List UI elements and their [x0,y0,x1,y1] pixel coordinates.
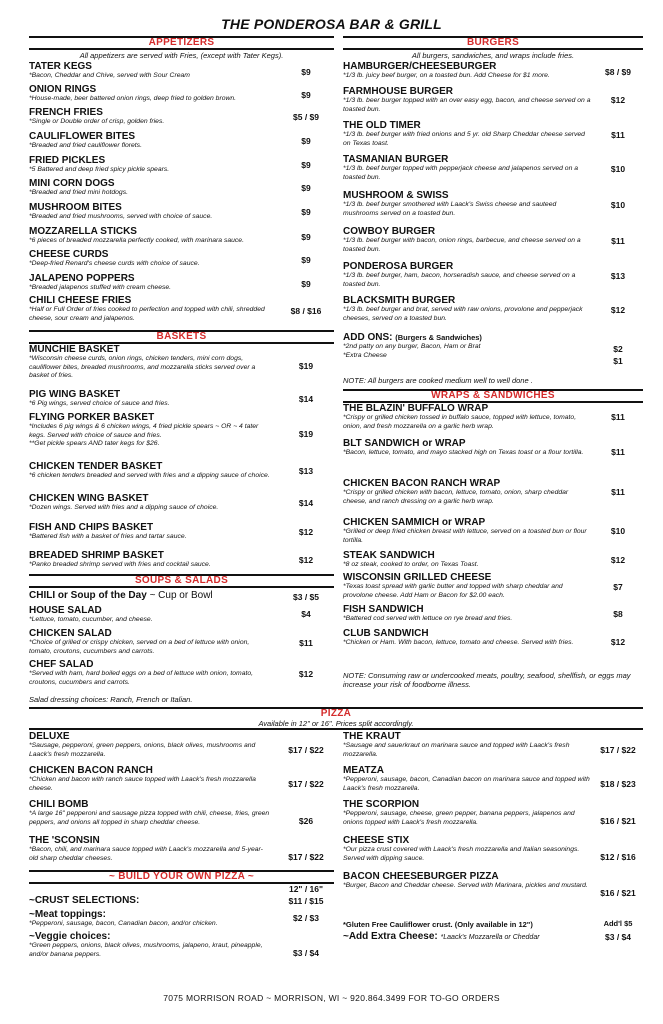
extra-cheese-desc: *Laack's Mozzarella or Cheddar [440,934,540,941]
menu-item [29,202,271,222]
pizza-heading: PIZZA [320,708,352,719]
menu-item [29,389,271,409]
item-name: CAULIFLOWER BITES [29,131,136,142]
gluten-free-price: Add'l $5 [603,919,633,928]
item-name: CHILI CHEESE FRIES [29,295,132,306]
menu-item [29,461,271,481]
chili-price: $3 / $5 [293,592,319,602]
item-description: *Bacon, lettuce, tomato, and mayo stacked high on Texas toast or a flour tortilla. [343,449,584,456]
item-price: $13 [298,466,314,476]
item-name: THE 'SCONSIN [29,835,100,846]
menu-item [29,84,271,104]
menu-item [29,344,271,381]
item-description: *Choice of grilled or crispy chicken, served on a bed of lettuce with onion, tomato, croutons, cucumbers and carrots. [29,639,250,655]
item-description: *Grilled or deep fried chicken breast with lettuce, served on a toasted bun or flour tortilla. [343,528,587,544]
item-name: MOZZARELLA STICKS [29,226,137,237]
divider [29,48,334,50]
item-price: $8 [613,609,623,619]
menu-item [343,572,593,600]
item-name: DELUXE [29,731,70,742]
item-name: FRIED PICKLES [29,155,106,166]
addons-price2: $1 [613,356,623,366]
menu-item [343,478,593,506]
item-price: $12 [610,555,626,565]
item-name: CHICKEN SALAD [29,628,112,639]
item-name: CHILI BOMB [29,799,89,810]
item-price: $9 [301,183,311,193]
menu-item [29,835,271,863]
item-price: $9 [301,279,311,289]
menu-item [29,522,271,542]
menu-item [29,107,271,127]
divider [29,586,334,588]
item-name: BLACKSMITH BURGER [343,295,456,306]
item-name: COWBOY BURGER [343,226,436,237]
item-price: $7 [613,582,623,592]
item-name: FISH SANDWICH [343,604,424,615]
burgers-note: All burgers, sandwiches, and wraps include fries. [411,51,575,60]
item-name: THE BLAZIN' BUFFALO WRAP [343,403,489,414]
item-description: *1/3 lb. beef burger smothered with Laack's Swiss cheese and sauteed mushrooms served on a toasted bun. [343,201,557,217]
item-name: THE KRAUT [343,731,401,742]
item-name: CHEF SALAD [29,659,94,670]
pizza-note: Available in 12" or 16". Prices split accordingly. [258,719,414,728]
baskets-heading: BASKETS [156,331,207,342]
item-name: CHICKEN BACON RANCH WRAP [343,478,501,489]
item-description: *Half or Full Order of fries cooked to perfection and topped with chili, shredded cheese, sour cream and jalapenos. [29,306,265,322]
addons-name: ADD ONS: [343,332,393,343]
menu-item [29,659,271,687]
item-price: $12 [298,669,314,679]
item-name: STEAK SANDWICH [343,550,435,561]
item-price: $12 [298,555,314,565]
item-name: HAMBURGER/CHEESEBURGER [343,61,497,72]
item-price: $14 [298,498,314,508]
item-price: $16 / $21 [600,888,636,898]
item-name: CHICKEN BACON RANCH [29,765,153,776]
item-price: $12 / $16 [600,852,636,862]
item-name: CHICKEN TENDER BASKET [29,461,163,472]
menu-item [343,799,593,827]
crust-item [29,895,271,906]
veg-item [29,931,271,959]
item-price: $11 [611,412,625,422]
menu-item [343,295,593,323]
item-description: *Deep-fried Renard's cheese curds with choice of sauce. [29,260,200,267]
extra-cheese-label: ~Add Extra Cheese: [343,931,438,942]
item-name: CHEESE STIX [343,835,410,846]
item-price: $16 / $21 [600,816,636,826]
item-price: $4 [301,609,311,619]
addons-line1: *2nd patty on any burger, Bacon, Ham or Brat [343,343,481,350]
item-price: $12 [298,527,314,537]
item-name: ONION RINGS [29,84,97,95]
item-name: TASMANIAN BURGER [343,154,449,165]
menu-item [343,835,593,863]
item-price: $9 [301,67,311,77]
item-price: $19 [298,361,314,371]
item-price: $9 [301,255,311,265]
extra-cheese-price: $3 / $4 [605,932,631,942]
item-price: $9 [301,160,311,170]
menu-item [29,226,271,246]
item-description-extra: **Get pickle spears AND tater kegs for $26. [29,440,160,448]
item-price: $8 / $9 [605,67,631,77]
item-price: $19 [298,429,314,439]
item-description: *1/3 lb. beef burger topped with pepperjack cheese and jalapenos served on a toasted bun. [343,165,579,181]
item-price: $11 [299,638,313,648]
menu-item [29,628,271,656]
meat-item [29,909,271,929]
item-description: *Pepperoni, sausage, cheese, green pepper, banana peppers, jalapenos and onions topped with Laack's fresh mozzarella. [343,810,575,826]
item-description: *Dozen wings. Served with fries and a dipping sauce of choice. [29,504,219,511]
menu-item [343,261,593,289]
item-price: $12 [610,95,626,105]
item-price: $9 [301,232,311,242]
item-price: $9 [301,90,311,100]
menu-item [29,799,271,827]
item-description: *Wisconsin cheese curds, onion rings, chicken tenders, mini corn dogs, cauliflower bites, breaded mushrooms, and mozzarella sticks served over a basket of fries. [29,355,256,380]
item-price: $18 / $23 [600,779,636,789]
item-description: *Sausage and sauerkraut on marinara sauce and topped with Laack's fresh mozzarella. [343,742,570,758]
menu-item [29,731,271,759]
item-description: *Lettuce, tomato, cucumber, and cheese. [29,616,153,623]
item-description: *Served with ham, hard boiled eggs on a bed of lettuce with onion, tomato, croutons, cucumbers and carrots. [29,670,254,686]
item-description: *Crispy or grilled chicken with bacon, lettuce, tomato, onion, sharp cheddar cheese, and ranch dressing on a garlic herb wrap. [343,489,569,505]
menu-item [29,412,271,449]
menu-item [343,226,593,254]
divider [29,728,643,730]
item-description: *1/3 lb. beef burger with bacon, onion rings, barbecue, and cheese served on a toasted bun. [343,237,581,253]
menu-item [29,765,271,793]
addons-price1: $2 [613,344,623,354]
item-price: $8 / $16 [290,306,322,316]
meat-label: ~Meat toppings: [29,909,106,920]
item-description: *1/3 lb. juicy beef burger, on a toasted bun. Add Cheese for $1 more. [343,72,550,79]
menu-item [29,61,271,81]
item-description: *A large 16" pepperoni and sausage pizza topped with chili, cheese, fries, green peppers, and onions all topped in sharp cheddar cheese. [29,810,270,826]
item-name: FARMHOUSE BURGER [343,86,454,97]
item-description: *Single or Double order of crisp, golden fries. [29,118,165,125]
item-name: PONDEROSA BURGER [343,261,454,272]
item-name: HOUSE SALAD [29,605,102,616]
crust-price: $11 / $15 [288,896,324,906]
item-description: *Chicken or Ham. With bacon, lettuce, tomato and cheese. Served with fries. [343,639,574,646]
menu-item [343,190,593,218]
item-price: $17 / $22 [288,852,324,862]
menu-item [29,249,271,269]
item-price: $9 [301,207,311,217]
addons-suffix: (Burgers & Sandwiches) [395,333,482,342]
item-description: *6 Pig wings, served choice of sauce and fries. [29,400,170,407]
item-name: FLYING PORKER BASKET [29,412,155,423]
item-price: $10 [610,164,626,174]
menu-item [29,155,271,175]
menu-item [29,273,271,293]
addons-item [343,332,593,360]
chili-item [29,590,271,601]
menu-item [343,86,593,114]
item-description: *Breaded and fried cauliflower florets. [29,142,142,149]
item-price: $17 / $22 [288,779,324,789]
wraps-heading: WRAPS & SANDWICHES [431,390,555,401]
item-description: *Pepperoni, sausage, bacon, Canadian bacon on marinara sauce and topped with Laack's fresh mozzarella. [343,776,590,792]
menu-item [343,604,593,624]
menu-item [343,765,593,793]
item-description: *1/3 lb. beer burger topped with an over easy egg, bacon, and cheese served on a toasted bun. [343,97,591,113]
item-name: CLUB SANDWICH [343,628,429,639]
item-name: WISCONSIN GRILLED CHEESE [343,572,492,583]
footer-address: 7075 MORRISON ROAD ~ MORRISON, WI ~ 920.864.3499 FOR TO-GO ORDERS [163,993,500,1003]
appetizers-note: All appetizers are served with Fries, (except with Tater Kegs). [79,51,284,60]
divider [343,48,643,50]
menu-item [29,605,271,625]
item-name: TATER KEGS [29,61,92,72]
item-name: MUSHROOM BITES [29,202,122,213]
item-price: $12 [610,637,626,647]
item-name: CHICKEN WING BASKET [29,493,149,504]
item-description: *Crispy or grilled chicken tossed in buffalo sauce, topped with lettuce, tomato, onion, and fresh mozzarella on a garlic herb wrap. [343,414,577,430]
menu-item [343,871,593,891]
item-description: *6 chicken tenders breaded and served with fries and a dipping sauce of choice. [29,472,270,479]
item-name: BREADED SHRIMP BASKET [29,550,164,561]
item-name: FRENCH FRIES [29,107,103,118]
chili-name: CHILI or Soup of the Day [29,590,147,601]
menu-item [29,178,271,198]
item-description: *Burger, Bacon and Cheddar cheese. Served with Marinara, pickles and mustard. [343,882,588,889]
item-price: $11 [611,447,625,457]
item-price: $10 [610,200,626,210]
item-name: PIG WING BASKET [29,389,121,400]
item-description: *Sausage, pepperoni, green peppers, onions, black olives, mushrooms and Laack's fresh mozzarella. [29,742,256,758]
menu-item [29,550,271,570]
raw-food-note: NOTE: Consuming raw or undercooked meats, poultry, seafood, shellfish, or eggs may increase your risk of foodborne illness. [343,671,631,689]
item-description: *Includes 6 pig wings & 6 chicken wings, 4 fried pickle spears ~ OR ~ 4 tater kegs. Served with choice of sauce and fries. [29,423,259,439]
item-price: $26 [298,816,314,826]
item-price: $14 [298,394,314,404]
appetizers-heading: APPETIZERS [148,37,215,48]
item-price: $12 [610,305,626,315]
item-description: *Battered cod served with lettuce on rye bread and fries. [343,615,513,622]
gluten-free-text: *Gluten Free Cauliflower crust. (Only available in 12") [343,920,533,929]
menu-item [343,154,593,182]
item-description: *6 pieces of breaded mozzarella perfectly cooked, with marinara sauce. [29,237,244,244]
addons-line2: *Extra Cheese [343,351,387,359]
menu-item [343,628,593,648]
item-price: $11 [611,130,625,140]
menu-item [343,120,593,148]
item-description: *Bacon, Cheddar and Chive, served with Sour Cream [29,72,190,79]
menu-item [343,61,593,81]
item-name: THE OLD TIMER [343,120,421,131]
item-name: MUSHROOM & SWISS [343,190,449,201]
item-name: MUNCHIE BASKET [29,344,120,355]
menu-item [29,493,271,513]
item-description: *Breaded and fried mini hotdogs. [29,189,128,196]
byo-heading: ~ BUILD YOUR OWN PIZZA ~ [109,871,254,882]
item-description: *Battered fish with a basket of fries and tartar sauce. [29,533,187,540]
item-name: MINI CORN DOGS [29,178,115,189]
burgers-heading: BURGERS [466,37,520,48]
item-price: $17 / $22 [600,745,636,755]
item-name: MEATZA [343,765,384,776]
byo-sizes: 12" / 16" [288,884,324,894]
meat-desc: *Pepperoni, sausage, bacon, Canadian bacon, and/or chicken. [29,920,218,927]
veg-price: $3 / $4 [293,948,319,958]
menu-item [29,131,271,151]
item-description: *Panko breaded shrimp served with fries and cocktail sauce. [29,561,211,568]
item-description: *House-made, beer battered onion rings, deep fried to golden brown. [29,95,237,102]
item-description: *Bacon, chili, and marinara sauce topped with Laack's mozzarella and 5-year-old sharp cheddar cheeses. [29,846,263,862]
gluten-free-item [343,919,593,930]
menu-item [343,517,593,545]
item-name: JALAPENO POPPERS [29,273,135,284]
item-price: $10 [610,526,626,536]
soups-heading: SOUPS & SALADS [134,575,229,586]
item-price: $9 [301,136,311,146]
extra-cheese-item [343,931,593,943]
item-description: *Chicken and bacon with ranch sauce topped with Laack's fresh mozzarella cheese. [29,776,256,792]
item-description: *1/3 lb. beef burger with fried onions and 5 yr. old Sharp Cheddar cheese served on Texas toast. [343,131,585,147]
item-price: $17 / $22 [288,745,324,755]
meat-price: $2 / $3 [293,913,319,923]
menu-item [343,550,593,570]
item-name: BLT SANDWICH or WRAP [343,438,466,449]
item-price: $11 [611,236,625,246]
item-description: *8 oz steak, cooked to order, on Texas Toast. [343,561,479,568]
chili-suffix: ~ Cup or Bowl [149,590,213,601]
item-price: $5 / $9 [293,112,319,122]
item-name: FISH AND CHIPS BASKET [29,522,154,533]
burgers-cooked-note: NOTE: All burgers are cooked medium well to well done . [343,376,533,385]
item-description: *1/3 lb. beef burger and brat, served with raw onions, provolone and pepperjack cheeses, served on a toasted bun. [343,306,583,322]
item-name: CHICKEN SAMMICH or WRAP [343,517,486,528]
menu-item [29,295,271,323]
item-description: *1/3 lb. beef burger, ham, bacon, horseradish sauce, and cheese served on a toasted bun. [343,272,576,288]
item-description: *Breaded and fried mushrooms, served with choice of sauce. [29,213,213,220]
item-description: *Texas toast spread with garlic butter and topped with sharp cheddar and provolone cheese. Add Ham or Bacon for $2.00 each. [343,583,563,599]
dressing-note: Salad dressing choices: Ranch, French or Italian. [29,695,193,704]
menu-item [343,731,593,759]
veg-desc: *Green peppers, onions, black olives, mushrooms, jalapeno, kraut, pineapple, and/or banana peppers. [29,942,263,958]
crust-label: ~CRUST SELECTIONS: [29,895,140,906]
item-name: THE SCORPION [343,799,420,810]
menu-item [343,438,593,458]
item-description: *5 Battered and deep fried spicy pickle spears. [29,166,170,173]
page-title: THE PONDEROSA BAR & GRILL [221,16,442,32]
item-price: $11 [611,487,625,497]
item-name: BACON CHEESEBURGER PIZZA [343,871,499,882]
item-description: *Our pizza crust covered with Laack's fresh mozzarella and Italian seasonings. Served with dipping sauce. [343,846,580,862]
item-description: *Breaded jalapenos stuffed with cream cheese. [29,284,172,291]
menu-item [343,403,593,431]
veg-label: ~Veggie choices: [29,931,111,942]
item-name: CHEESE CURDS [29,249,109,260]
item-price: $13 [610,271,626,281]
